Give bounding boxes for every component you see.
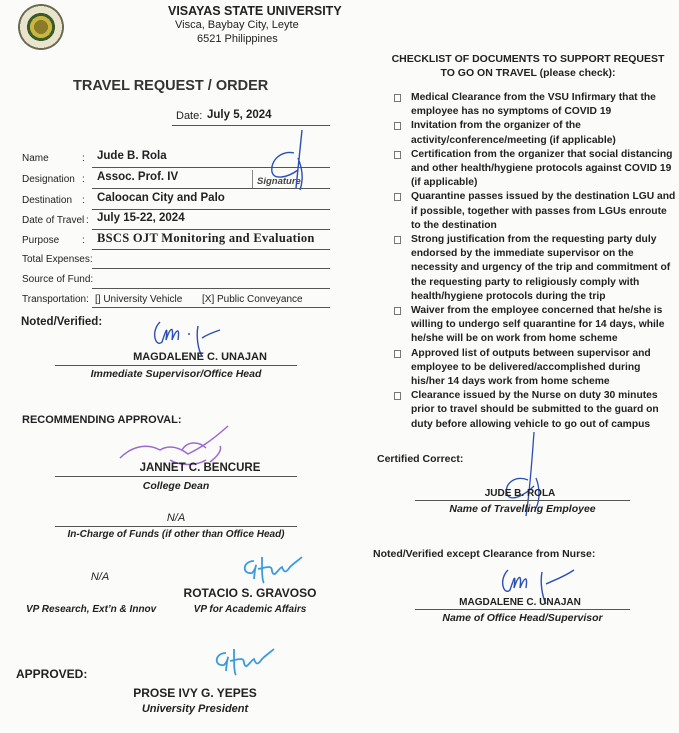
president-signature	[212, 645, 282, 685]
date-label: Date:	[176, 110, 203, 122]
checkbox[interactable]	[394, 392, 401, 400]
checkbox[interactable]	[394, 193, 401, 201]
checkbox[interactable]	[394, 151, 401, 159]
employee-name: JUDE B. ROLA	[484, 488, 556, 499]
checklist-item: Quarantine passes issued by the destination LGU and if possible, together with passes from LGUs enroute to the destination	[394, 190, 676, 233]
checklist-item: Invitation from the organizer of the activity/conference/meeting (if applicable)	[394, 119, 676, 147]
office-head-role: Name of Office Head/Supervisor	[442, 612, 603, 624]
designation-value[interactable]: Assoc. Prof. IV	[97, 171, 179, 183]
office-head-name: MAGDALENE C. UNAJAN	[459, 597, 581, 608]
vp-academic-signature	[240, 553, 310, 588]
supervisor-signature-line	[55, 365, 297, 366]
supervisor-role: Immediate Supervisor/Office Head	[90, 368, 262, 380]
noted-verified-except-label: Noted/Verified except Clearance from Nurse:	[373, 548, 596, 560]
checkbox[interactable]	[394, 122, 401, 130]
approved-label: APPROVED:	[16, 667, 88, 681]
traveller-signature	[262, 128, 332, 198]
date-of-travel-value[interactable]: July 15-22, 2024	[97, 212, 185, 224]
checklist-item: Strong justification from the requesting party duly endorsed by the immediate supervisor on the necessity and urgency of the trip and commitment of the requesting party to religiously comply with health/hygiene protocols during the trip	[394, 233, 676, 304]
checklist	[394, 91, 676, 432]
date-underline	[172, 125, 330, 126]
funds-officer-role: In-Charge of Funds (if other than Office Head)	[67, 529, 285, 540]
checklist-title: CHECKLIST OF DOCUMENTS TO SUPPORT REQUEST TO GO ON TRAVEL (please check):	[391, 53, 665, 79]
dean-signature-line	[55, 476, 297, 477]
vp-academic-role: VP for Academic Affairs	[193, 604, 307, 615]
dean-name: JANNET C. BENCURE	[139, 462, 261, 474]
university-address-line2: 6521 Philippines	[197, 33, 278, 45]
certified-correct-label: Certified Correct:	[377, 453, 464, 465]
destination-underline	[92, 209, 330, 210]
source-of-fund-input[interactable]	[92, 288, 330, 289]
university-seal-logo	[18, 4, 64, 50]
president-role: University President	[141, 703, 249, 715]
purpose-underline	[92, 249, 330, 250]
checkbox[interactable]	[394, 307, 401, 315]
office-head-signature-line	[415, 609, 630, 610]
university-address-line1: Visca, Baybay City, Leyte	[175, 19, 299, 31]
dean-role: College Dean	[142, 480, 210, 492]
checklist-item: Medical Clearance from the VSU Infirmary that the employee has no symptoms of COVID 19	[394, 91, 676, 119]
date-of-travel-underline	[92, 229, 330, 230]
destination-value[interactable]: Caloocan City and Palo	[97, 192, 225, 204]
funds-signature-line	[55, 526, 297, 527]
university-name: VISAYAS STATE UNIVERSITY	[168, 4, 342, 18]
vp-research-name: N/A	[90, 571, 110, 583]
president-name: PROSE IVY G. YEPES	[133, 686, 257, 700]
funds-officer-name: N/A	[166, 512, 186, 524]
transportation-underline	[92, 307, 330, 308]
checklist-item: Waiver from the employee concerned that he/she is willing to undergo self quarantine for 14 days, while he/she will be on work from home scheme	[394, 304, 676, 347]
checklist-item: Approved list of outputs between supervisor and employee to be delivered/accomplished during his/her 14 days work from home scheme	[394, 347, 676, 390]
checkbox[interactable]	[394, 350, 401, 358]
recommending-approval-label: RECOMMENDING APPROVAL:	[22, 414, 182, 426]
form-title: TRAVEL REQUEST / ORDER	[73, 78, 269, 94]
checklist-item: Certification from the organizer that social distancing and other health/hygiene protocols against COVID 19 (if applicable)	[394, 148, 676, 191]
employee-role: Name of Travelling Employee	[449, 503, 596, 515]
date-value: July 5, 2024	[207, 109, 272, 121]
transport-public-conveyance-option[interactable]: [X] Public Conveyance	[202, 294, 303, 305]
checklist-item: Clearance issued by the Nurse on duty 30 minutes prior to travel should be submitted to the guard on duty before allowing vehicle to go out of campus	[394, 389, 676, 432]
checkbox[interactable]	[394, 94, 401, 102]
noted-verified-label: Noted/Verified:	[21, 316, 103, 328]
supervisor-name: MAGDALENE C. UNAJAN	[133, 351, 267, 363]
vp-academic-name: ROTACIO S. GRAVOSO	[183, 586, 317, 600]
checkbox[interactable]	[394, 236, 401, 244]
total-expenses-input[interactable]	[92, 268, 330, 269]
transport-university-vehicle-option[interactable]: [] University Vehicle	[95, 294, 183, 305]
vp-research-role: VP Research, Ext’n & Innov	[26, 604, 157, 615]
purpose-value[interactable]: BSCS OJT Monitoring and Evaluation	[97, 231, 315, 245]
signature-label: Signature	[257, 176, 301, 187]
employee-signature-line	[415, 500, 630, 501]
signature-divider	[252, 170, 253, 188]
name-value[interactable]: Jude B. Rola	[97, 150, 167, 162]
